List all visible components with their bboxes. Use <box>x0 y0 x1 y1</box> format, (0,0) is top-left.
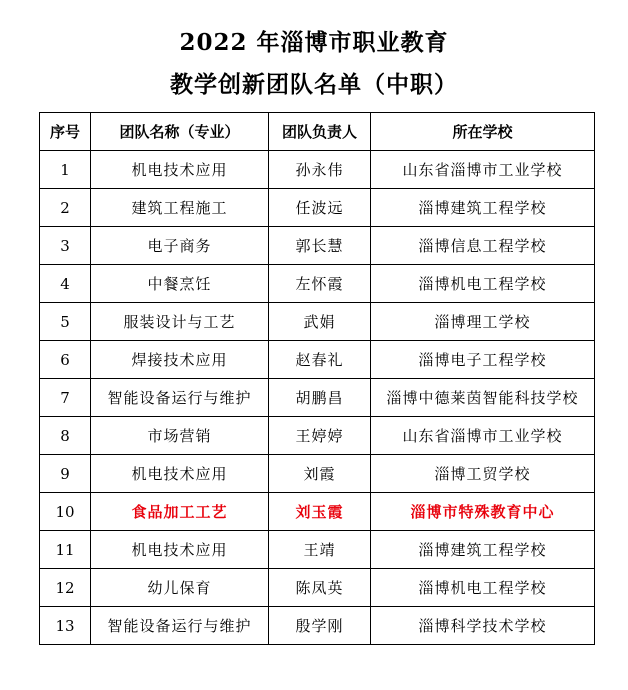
row-number: 6 <box>40 341 91 379</box>
header-school: 所在学校 <box>371 113 595 151</box>
table-header-row <box>40 113 595 151</box>
team-name-cell: 智能设备运行与维护 <box>91 607 269 645</box>
table-row <box>40 569 595 607</box>
school-cell: 淄博信息工程学校 <box>371 227 595 265</box>
table-row <box>40 493 595 531</box>
school-cell: 山东省淄博市工业学校 <box>371 417 595 455</box>
table-row <box>40 341 595 379</box>
row-number: 11 <box>40 531 91 569</box>
row-number: 7 <box>40 379 91 417</box>
team-leader-cell: 赵春礼 <box>269 341 371 379</box>
table-row <box>40 189 595 227</box>
school-cell: 淄博建筑工程学校 <box>371 189 595 227</box>
team-leader-cell: 陈凤英 <box>269 569 371 607</box>
school-cell: 淄博市特殊教育中心 <box>371 493 595 531</box>
team-name-cell: 电子商务 <box>91 227 269 265</box>
row-number: 1 <box>40 151 91 189</box>
row-number: 12 <box>40 569 91 607</box>
table-row <box>40 417 595 455</box>
table-row <box>40 455 595 493</box>
row-number: 8 <box>40 417 91 455</box>
team-name-cell: 食品加工工艺 <box>91 493 269 531</box>
team-leader-cell: 左怀霞 <box>269 265 371 303</box>
table-row <box>40 607 595 645</box>
school-cell: 山东省淄博市工业学校 <box>371 151 595 189</box>
team-leader-cell: 孙永伟 <box>269 151 371 189</box>
row-number: 10 <box>40 493 91 531</box>
team-name-cell: 服装设计与工艺 <box>91 303 269 341</box>
team-leader-cell: 刘玉霞 <box>269 493 371 531</box>
header-team-name: 团队名称（专业） <box>91 113 269 151</box>
school-cell: 淄博电子工程学校 <box>371 341 595 379</box>
team-name-cell: 市场营销 <box>91 417 269 455</box>
school-cell: 淄博科学技术学校 <box>371 607 595 645</box>
table-row <box>40 303 595 341</box>
row-number: 9 <box>40 455 91 493</box>
team-name-cell: 智能设备运行与维护 <box>91 379 269 417</box>
team-roster-table <box>39 112 595 645</box>
row-number: 3 <box>40 227 91 265</box>
row-number: 2 <box>40 189 91 227</box>
team-name-cell: 幼儿保育 <box>91 569 269 607</box>
team-name-cell: 机电技术应用 <box>91 151 269 189</box>
row-number: 4 <box>40 265 91 303</box>
team-leader-cell: 任波远 <box>269 189 371 227</box>
school-cell: 淄博机电工程学校 <box>371 569 595 607</box>
table-row <box>40 227 595 265</box>
table-row <box>40 379 595 417</box>
header-no: 序号 <box>40 113 91 151</box>
team-name-cell: 焊接技术应用 <box>91 341 269 379</box>
table-row <box>40 531 595 569</box>
team-leader-cell: 王婷婷 <box>269 417 371 455</box>
header-team-leader: 团队负责人 <box>269 113 371 151</box>
team-leader-cell: 殷学刚 <box>269 607 371 645</box>
document-title-line-2: 教学创新团队名单（中职） <box>170 71 458 98</box>
row-number: 13 <box>40 607 91 645</box>
table-body <box>40 151 595 645</box>
team-leader-cell: 郭长慧 <box>269 227 371 265</box>
school-cell: 淄博中德莱茵智能科技学校 <box>371 379 595 417</box>
table-row <box>40 151 595 189</box>
school-cell: 淄博理工学校 <box>371 303 595 341</box>
school-cell: 淄博工贸学校 <box>371 455 595 493</box>
team-name-cell: 机电技术应用 <box>91 531 269 569</box>
table-row <box>40 265 595 303</box>
team-leader-cell: 刘霞 <box>269 455 371 493</box>
team-name-cell: 机电技术应用 <box>91 455 269 493</box>
team-name-cell: 中餐烹饪 <box>91 265 269 303</box>
row-number: 5 <box>40 303 91 341</box>
school-cell: 淄博机电工程学校 <box>371 265 595 303</box>
team-leader-cell: 胡鹏昌 <box>269 379 371 417</box>
team-leader-cell: 武娟 <box>269 303 371 341</box>
team-leader-cell: 王靖 <box>269 531 371 569</box>
document-title-line-1: 2022 年淄博市职业教育 <box>179 29 449 56</box>
school-cell: 淄博建筑工程学校 <box>371 531 595 569</box>
team-name-cell: 建筑工程施工 <box>91 189 269 227</box>
